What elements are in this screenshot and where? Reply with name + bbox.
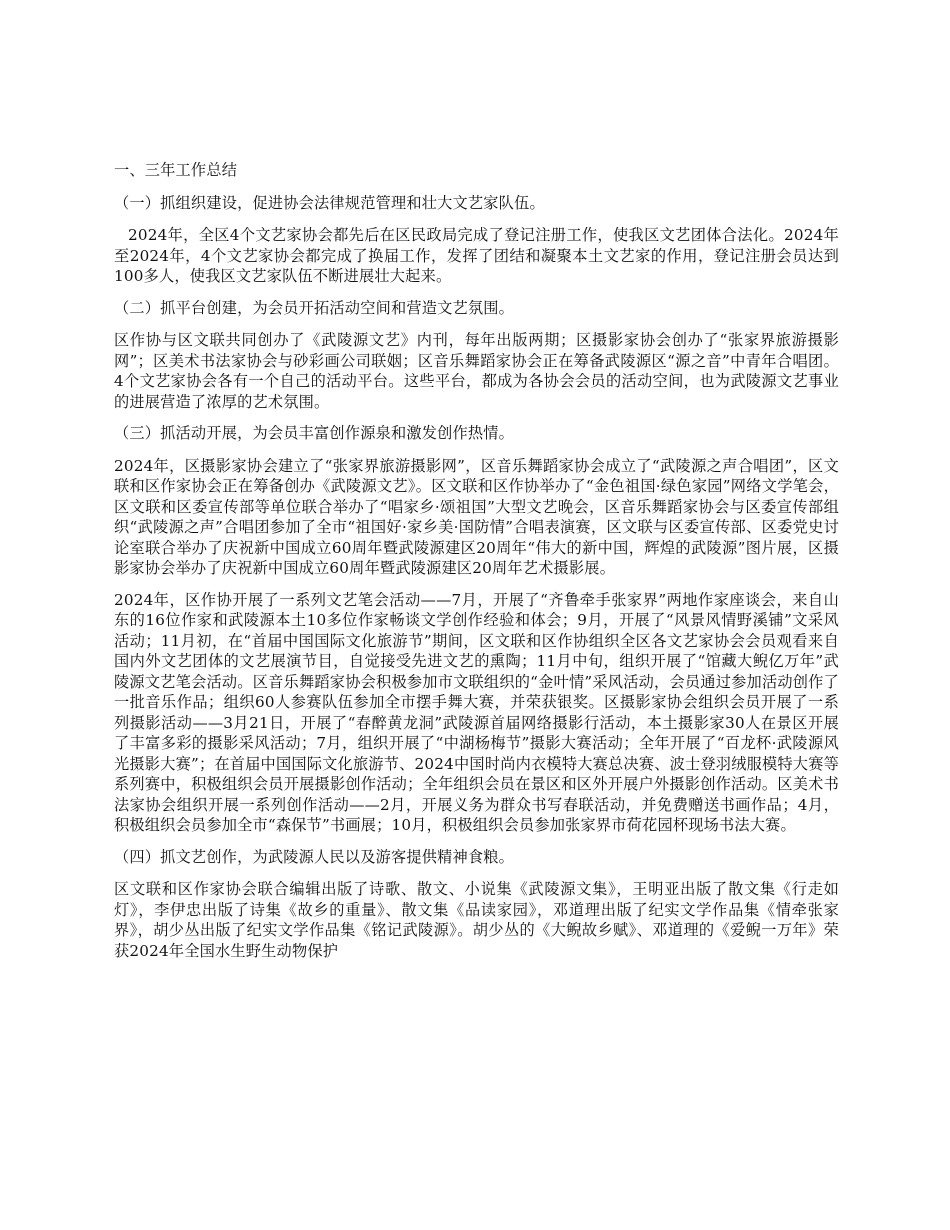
- body-paragraph: 2024年，全区4个文艺家协会都先后在区民政局完成了登记注册工作，使我区文艺团体合法化。2024年至2024年，4个文艺家协会都完成了换届工作，发挥了团结和凝聚本土文艺家的作用，登记注册会员达到100多人，使我区文艺家队伍不断进展壮大起来。: [114, 226, 839, 285]
- subsection-heading: （四）抓文艺创作，为武陵源人民以及游客提供精神食粮。: [114, 847, 515, 866]
- subsection-heading: （一）抓组织建设，促进协会法律规范管理和壮大文艺家队伍。: [114, 193, 545, 212]
- document-body: [114, 160, 839, 972]
- body-paragraph: 2024年，区摄影家协会建立了“张家界旅游摄影网”，区音乐舞蹈家协会成立了“武陵源之声合唱团”，区文联和区作家协会正在筹备创办《武陵源文艺》。区文联和区作协举办了“金色祖国·绿色家园”网络文学笔会，区文联和区委宣传部等单位联合举办了“唱家乡·颂祖国”大型文艺晚会，区音乐舞蹈家协会与区委宣传部组织“武陵源之声”合唱团参加了全市“祖国好·家乡美·国防情”合唱表演赛，区文联与区委宣传部、区委党史讨论室联合举办了庆祝新中国成立60周年暨武陵源建区20周年“伟大的新中国，辉煌的武陵源”图片展，区摄影家协会举办了庆祝新中国成立60周年暨武陵源建区20周年艺术摄影展。: [114, 456, 839, 577]
- subsection-heading: （二）抓平台创建，为会员开拓活动空间和营造文艺氛围。: [114, 298, 515, 317]
- body-paragraph: 区文联和区作家协会联合编辑出版了诗歌、散文、小说集《武陵源文集》，王明亚出版了散文集《行走如灯》，李伊忠出版了诗集《故乡的重量》、散文集《品读家园》，邓道理出版了纪实文学作品集《情牵张家界》，胡少丛出版了纪实文学作品集《铭记武陵源》。胡少丛的《大鲵故乡赋》、邓道理的《爱鲵一万年》荣获2024年全国水生野生动物保护: [114, 880, 839, 960]
- body-paragraph: 区作协与区文联共同创办了《武陵源文艺》内刊，每年出版两期；区摄影家协会创办了“张家界旅游摄影网”；区美术书法家协会与砂彩画公司联姻；区音乐舞蹈家协会正在筹备武陵源区“源之音”中青年合唱团。4个文艺家协会各有一个自己的活动平台。这些平台，都成为各协会会员的活动空间，也为武陵源文艺事业的进展营造了浓厚的艺术氛围。: [114, 331, 839, 411]
- section-heading: 一、三年工作总结: [114, 161, 238, 179]
- subsection-heading: （三）抓活动开展，为会员丰富创作源泉和激发创作热情。: [114, 424, 515, 442]
- body-paragraph: 2024年，区作协开展了一系列文艺笔会活动——7月，开展了“齐鲁牵手张家界”两地作家座谈会，来自山东的16位作家和武陵源本土10多位作家畅谈文学创作经验和体会；9月，开展了“风景风情野溪铺”文采风活动；11月初，在“首届中国国际文化旅游节”期间，区文联和区作协组织全区各文艺家协会会员观看来自国内外文艺团体的文艺展演节目，自觉接受先进文艺的熏陶；11月中旬，组织开展了“馆藏大鲵亿万年”武陵源文艺笔会活动。区音乐舞蹈家协会积极参加市文联组织的“金叶情”采风活动，会员通过参加活动创作了一批音乐作品；组织60人参赛队伍参加全市摆手舞大赛，并荣获银奖。区摄影家协会组织会员开展了一系列摄影活动——3月21日，开展了“春醉黄龙洞”武陵源首届网络摄影行活动，本土摄影家30人在景区开展了丰富多彩的摄影采风活动；7月，组织开展了“中湖杨梅节”摄影大赛活动；全年开展了“百龙杯·武陵源风光摄影大赛”；在首届中国国际文化旅游节、2024中国时尚内衣模特大赛总决赛、波士登羽绒服模特大赛等系列赛中，积极组织会员开展摄影创作活动；全年组织会员在景区和区外开展户外摄影创作活动。区美术书法家协会组织开展一系列创作活动——2月，开展义务为群众书写春联活动，并免费赠送书画作品；4月，积极组织会员参加全市“森保节”书画展；10月，积极组织会员参加张家界市荷花园杯现场书法大赛。: [114, 590, 839, 834]
